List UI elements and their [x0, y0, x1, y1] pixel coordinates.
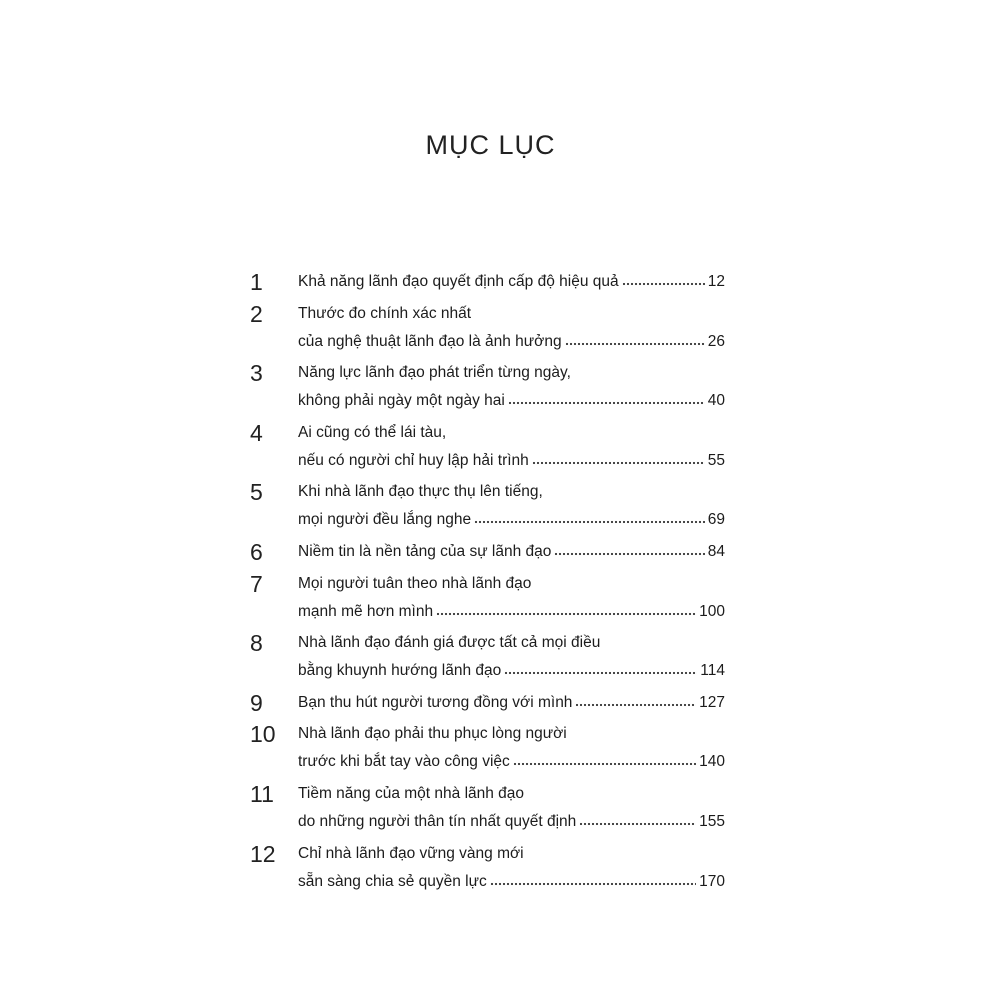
dot-leader — [575, 697, 696, 707]
chapter-title-text: Khả năng lãnh đạo quyết định cấp độ hiệu quả — [298, 273, 619, 290]
chapter-title-text: sẵn sàng chia sẻ quyền lực — [298, 872, 487, 890]
chapter-title-line — [298, 419, 725, 447]
chapter-title-text: do những người thân tín nhất quyết định — [298, 812, 577, 830]
page-number: 84 — [707, 542, 725, 560]
toc-entry — [250, 300, 725, 356]
chapter-title-line — [298, 328, 725, 356]
dot-leader — [513, 756, 696, 766]
chapter-title-line — [298, 478, 725, 506]
dot-leader — [579, 816, 696, 826]
chapter-title-text: bằng khuynh hướng lãnh đạo — [298, 662, 502, 680]
toc-entry — [250, 478, 725, 534]
page-number: 170 — [699, 872, 725, 890]
chapter-title-line — [298, 657, 725, 685]
chapter-title-text: Khi nhà lãnh đạo thực thụ lên tiếng, — [298, 483, 543, 501]
toc-entry — [250, 689, 725, 717]
page-number: 12 — [707, 273, 725, 290]
chapter-title-text: nếu có người chỉ huy lập hải trình — [298, 451, 529, 469]
chapter-title-line — [298, 268, 725, 296]
dot-leader — [532, 455, 705, 465]
page-number: 69 — [707, 511, 725, 529]
dot-leader — [622, 276, 705, 286]
chapter-title-line — [298, 780, 725, 808]
chapter-title-text: Năng lực lãnh đạo phát triển từng ngày, — [298, 364, 571, 382]
toc-entry — [250, 780, 725, 836]
dot-leader — [508, 395, 705, 405]
chapter-title-line — [298, 570, 725, 598]
chapter-title-text: Chỉ nhà lãnh đạo vững vàng mới — [298, 844, 524, 862]
chapter-title-text: mạnh mẽ hơn mình — [298, 602, 434, 620]
page-number: 26 — [707, 332, 725, 350]
chapter-number: 3 — [250, 360, 263, 387]
dot-leader — [504, 665, 697, 675]
chapter-number: 2 — [250, 300, 263, 327]
chapter-title-text: Bạn thu hút người tương đồng với mình — [298, 693, 573, 711]
table-of-contents — [250, 268, 725, 899]
chapter-title-text: Nhà lãnh đạo phải thu phục lòng người — [298, 725, 567, 743]
chapter-title-line — [298, 720, 725, 748]
toc-entry — [250, 720, 725, 776]
chapter-number: 10 — [250, 721, 276, 748]
chapter-title-line — [298, 808, 725, 836]
toc-entry — [250, 419, 725, 475]
toc-entry — [250, 570, 725, 626]
chapter-title-line — [298, 840, 725, 868]
page-number: 140 — [699, 753, 725, 771]
chapter-title-line — [298, 359, 725, 387]
chapter-title-line — [298, 387, 725, 415]
chapter-number: 1 — [250, 269, 263, 295]
chapter-number: 11 — [250, 780, 274, 807]
page-number: 100 — [699, 602, 725, 620]
dot-leader — [565, 336, 705, 346]
chapter-number: 5 — [250, 479, 263, 506]
chapter-number: 9 — [250, 689, 263, 716]
page-number: 40 — [707, 392, 725, 410]
dot-leader — [474, 514, 705, 524]
chapter-number: 12 — [250, 840, 276, 867]
toc-entry — [250, 629, 725, 685]
chapter-title-text: trước khi bắt tay vào công việc — [298, 753, 510, 771]
page-number: 155 — [699, 812, 725, 830]
chapter-title-line — [298, 506, 725, 534]
dot-leader — [490, 876, 696, 886]
chapter-title-text: của nghệ thuật lãnh đạo là ảnh hưởng — [298, 332, 562, 350]
chapter-title-text: Niềm tin là nền tảng của sự lãnh đạo — [298, 542, 552, 560]
page-number: 114 — [700, 662, 725, 680]
chapter-title-line — [298, 748, 725, 776]
chapter-title-text: Mọi người tuân theo nhà lãnh đạo — [298, 574, 532, 592]
chapter-title-text: mọi người đều lắng nghe — [298, 511, 472, 529]
chapter-title-line — [298, 689, 725, 717]
chapter-title-line — [298, 300, 725, 328]
chapter-title-text: Thước đo chính xác nhất — [298, 304, 472, 322]
chapter-title-text: Nhà lãnh đạo đánh giá được tất cả mọi điều — [298, 634, 601, 652]
chapter-title-line — [298, 598, 725, 626]
chapter-title-text: Tiềm năng của một nhà lãnh đạo — [298, 784, 525, 802]
dot-leader — [436, 606, 696, 616]
page-title: MỤC LỤC — [425, 130, 556, 160]
chapter-title-line — [298, 538, 725, 566]
chapter-number: 4 — [250, 419, 263, 446]
toc-entry — [250, 840, 725, 896]
page-number: 127 — [699, 693, 725, 711]
chapter-title-line — [298, 868, 725, 896]
chapter-number: 7 — [250, 570, 263, 597]
chapter-number: 8 — [250, 630, 263, 657]
dot-leader — [554, 546, 704, 556]
chapter-title-text: Ai cũng có thể lái tàu, — [298, 423, 447, 441]
toc-entry — [250, 538, 725, 566]
chapter-title-line — [298, 629, 725, 657]
chapter-title-text: không phải ngày một ngày hai — [298, 392, 505, 410]
chapter-number: 6 — [250, 538, 263, 565]
toc-entry — [250, 268, 725, 296]
chapter-title-line — [298, 447, 725, 475]
toc-entry — [250, 359, 725, 415]
page-number: 55 — [707, 451, 725, 469]
